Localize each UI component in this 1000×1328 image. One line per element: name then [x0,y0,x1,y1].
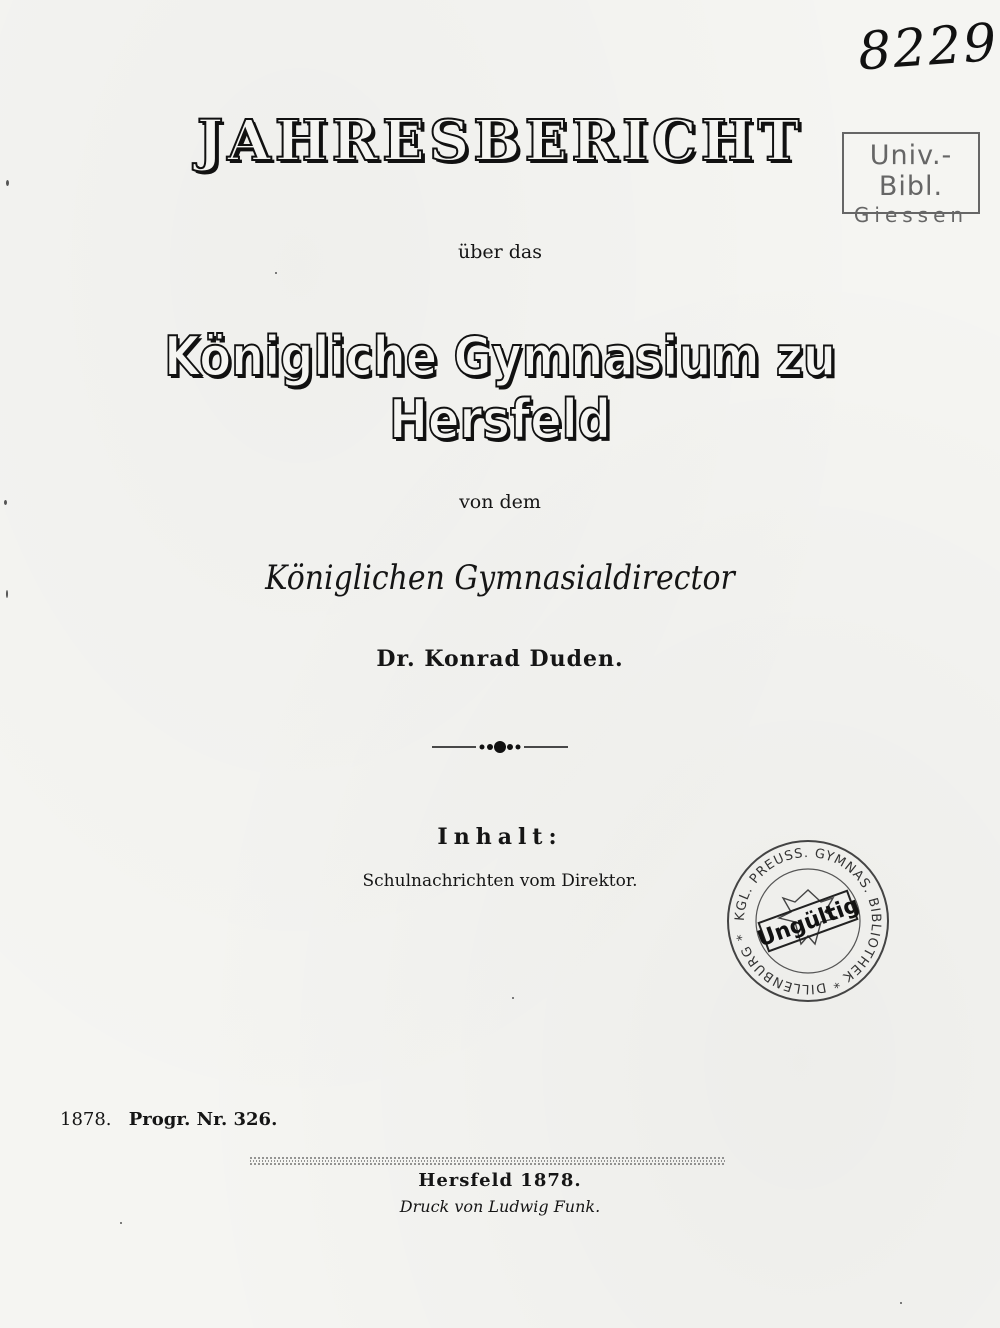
paper-speck [6,180,9,186]
subtitle-ueber: über das [457,241,542,263]
program-line [60,1109,277,1130]
library-seal [713,840,903,1002]
handwritten-shelf-number: 8229 [856,12,1000,83]
imprint-printer: Druck von Ludwig Funk. [399,1197,601,1216]
subtitle-von: von dem [459,491,541,513]
paper-speck [275,272,277,274]
seal-ring-text: KGL. PREUSS. GYMNAS. BIBLIOTHEK * DILLENBURG * [732,845,884,997]
program-number: Progr. Nr. 326. [128,1109,278,1130]
paper-speck [6,590,8,598]
ornament-divider [430,735,570,759]
invalid-overprint: Ungültig [754,892,863,953]
director-name: Dr. Konrad Duden. [376,646,624,672]
report-title: JAHRESBERICHT [196,108,804,174]
library-stamp-line1: Univ.-Bibl. [869,140,953,202]
director-title: Königlichen Gymnasialdirector [265,558,735,598]
paper-speck [900,1302,902,1304]
paper-speck [512,997,514,999]
contents-heading: Inhalt: [437,824,563,850]
double-rule [250,1156,726,1166]
paper-speck [4,500,7,505]
school-name: Königliche Gymnasium zu Hersfeld [164,325,836,451]
program-year: 1878. [60,1109,112,1130]
contents-item: Schulnachrichten vom Direktor. [362,871,638,891]
imprint-place: Hersfeld 1878. [418,1170,582,1191]
library-stamp-line2: Giessen [853,203,969,227]
paper-speck [120,1222,122,1224]
